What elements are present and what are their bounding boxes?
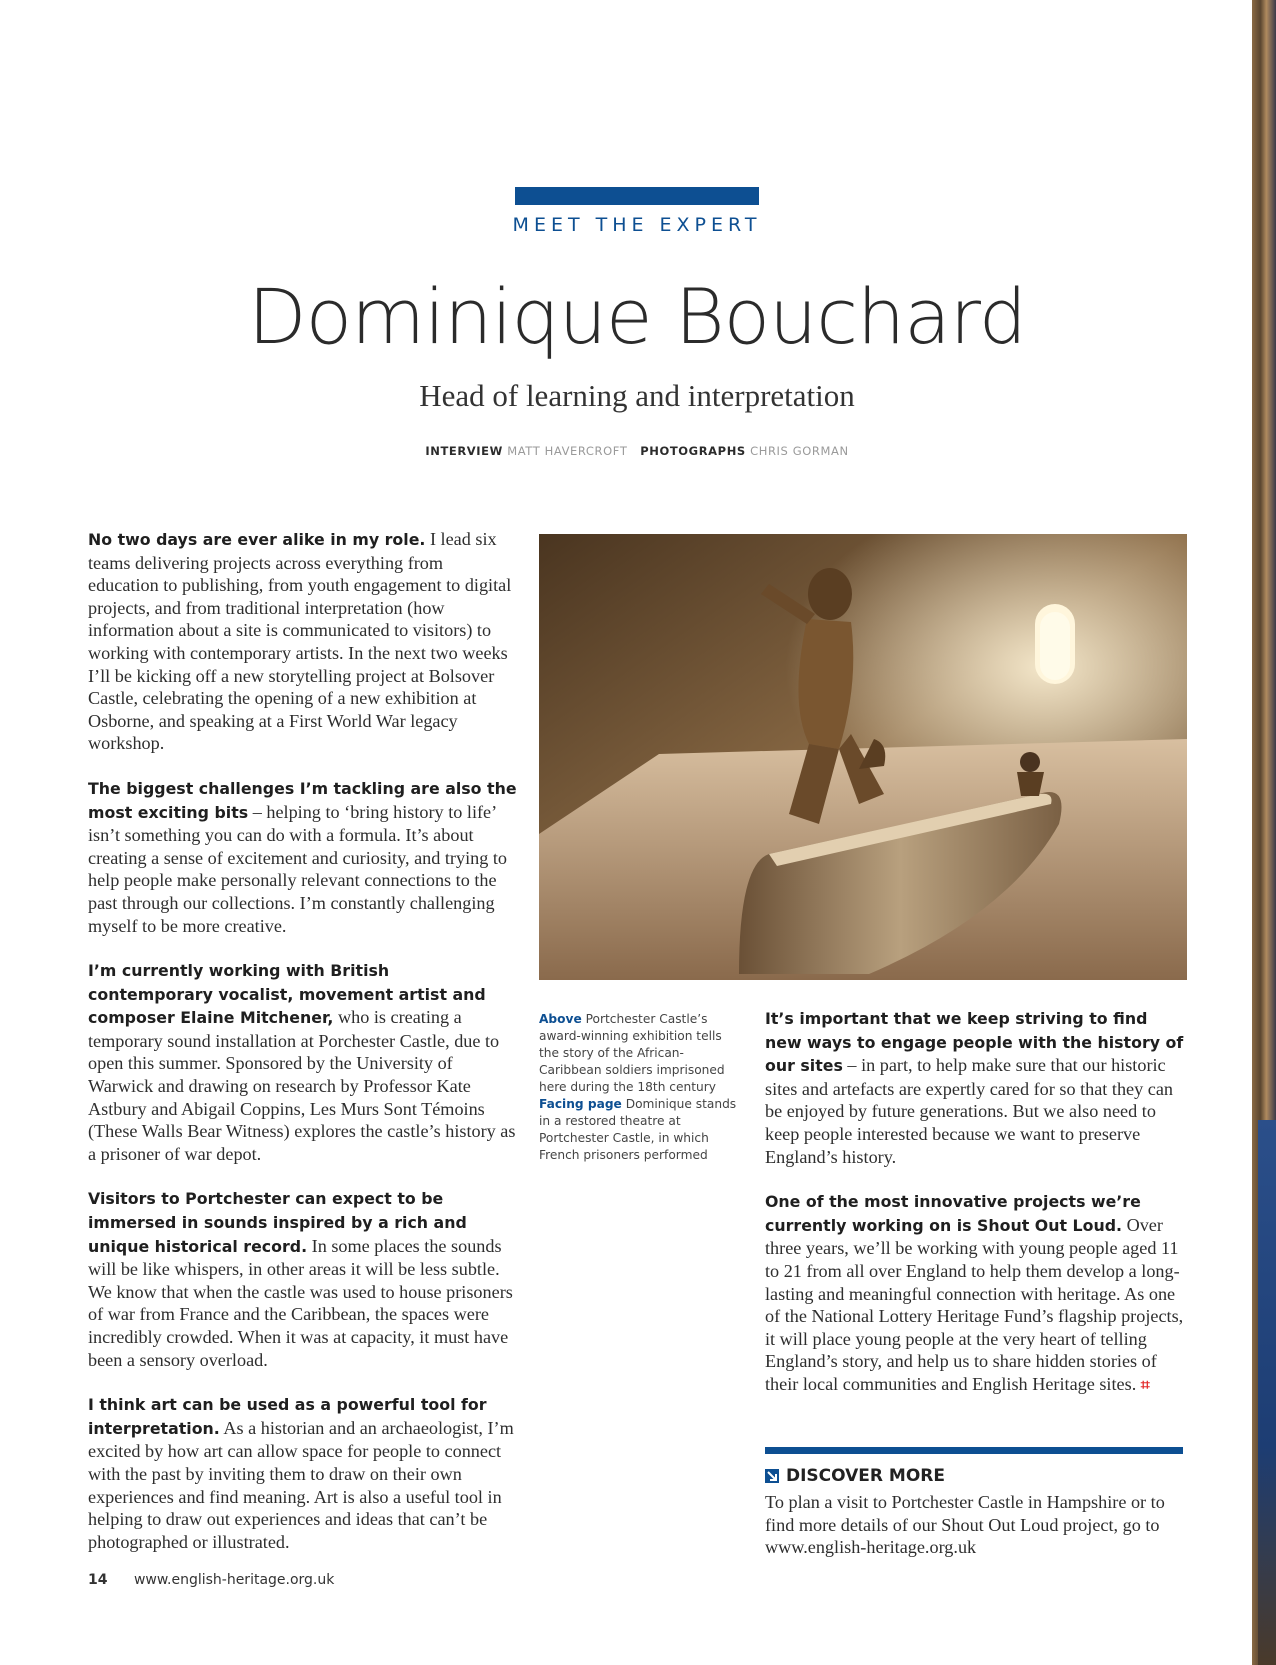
paragraph-lead: I’m currently working with British contemporary vocalist, movement artist and composer Elaine Mitchener,: [88, 961, 486, 1028]
paragraph-text: As a historian and an archaeologist, I’m excited by how art can allow space for people to connect with the past by inviting them to draw on their own experiences and find meaning. Art is also a useful tool in helping to draw out experiences and ideas that can’t be photographed or illustrated.: [88, 1417, 514, 1552]
paragraph-lead: Visitors to Portchester can expect to be immersed in sounds inspired by a rich and unique historical record.: [88, 1189, 467, 1256]
photographs-name: CHRIS GORMAN: [750, 444, 849, 458]
paragraph-text: Over three years, we’ll be working with young people aged 11 to 21 from all over England to help them develop a long-lasting and meaningful connection with heritage. As one of the National Lottery Heritage Fund’s flagship projects, it will place young people at the very heart of telling England’s story, and help us to share hidden stories of their local communities and English Heritage sites.: [765, 1214, 1184, 1394]
interview-label: INTERVIEW: [425, 444, 503, 458]
page-title: Dominique Bouchard: [248, 272, 1026, 361]
discover-heading: [765, 1466, 1183, 1486]
paragraph-text: – helping to ‘bring history to life’ isn’t something you can do with a formula. It’s about creating a sense of excitement and curiosity, and trying to help people make personally relevant connections to the past through our collections. I’m constantly challenging myself to be more creative.: [88, 801, 508, 936]
credits-line: [300, 444, 974, 458]
interview-name: MATT HAVERCROFT: [507, 444, 628, 458]
paragraph: [88, 777, 518, 937]
paragraph-text: I lead six teams delivering projects across everything from education to publishing, from youth engagement to digital projects, and from traditional interpretation (how information about a site is communicated to visitors) to working with contemporary artists. In the next two weeks I’ll be kicking off a new storytelling project at Bolsover Castle, celebrating the opening of a new exhibition at Osborne, and speaking at a First World War legacy workshop.: [88, 529, 512, 754]
page-number: 14: [88, 1572, 108, 1588]
photographs-label: PHOTOGRAPHS: [640, 444, 746, 458]
paragraph-lead: No two days are ever alike in my role.: [88, 530, 426, 549]
paragraph-text: – in part, to help make sure that our historic sites and artefacts are expertly cared for so that they can be enjoyed by future generations. But we also need to keep people interested because we want to preserve England’s history.: [765, 1055, 1174, 1167]
paragraph-lead: I think art can be used as a powerful tool for interpretation.: [88, 1395, 487, 1438]
page-subtitle: Head of learning and interpretation: [419, 378, 855, 413]
paragraph: [765, 1007, 1185, 1168]
end-mark-icon: ⌗: [1140, 1374, 1150, 1394]
caption-above-text: Portchester Castle’s award-winning exhibition tells the story of the African-Caribbean soldiers imprisoned here during the 18th century: [539, 1012, 725, 1094]
paragraph: [88, 1393, 518, 1553]
caption-facing-label: Facing page: [539, 1097, 622, 1111]
paragraph-lead: One of the most innovative projects we’re currently working on is Shout Out Loud.: [765, 1192, 1141, 1235]
page-footer: [88, 1572, 334, 1588]
left-column: [88, 528, 518, 1575]
discover-heading-text: DISCOVER MORE: [786, 1466, 946, 1486]
paragraph: [88, 959, 518, 1165]
discover-rule: [765, 1447, 1183, 1454]
exhibition-photo: [539, 534, 1187, 980]
caption-facing-text: Dominique stands in a restored theatre at Portchester Castle, in which French prisoners performed: [539, 1097, 737, 1162]
paragraph: [765, 1190, 1185, 1396]
kicker-bar: [515, 187, 759, 205]
discover-body: To plan a visit to Portchester Castle in Hampshire or to find more details of our Shout Out Loud project, go to www.english-heritage.org.uk: [765, 1492, 1165, 1558]
facing-page-photo-edge: [1252, 0, 1276, 1665]
caption-above-label: Above: [539, 1012, 582, 1026]
paragraph-lead: It’s important that we keep striving to find new ways to engage people with the history of our sites: [765, 1009, 1184, 1076]
footer-url[interactable]: www.english-heritage.org.uk: [133, 1572, 335, 1588]
paragraph-text: who is creating a temporary sound installation at Porchester Castle, due to open this summer. Sponsored by the University of Warwick and drawing on research by Professor Kate Astbury and Abigail Coppins, Les Murs Sont Témoins (These Walls Bear Witness) explores the castle’s history as a prisoner of war depot.: [88, 1007, 516, 1164]
paragraph: [88, 528, 518, 755]
paragraph-text: In some places the sounds will be like whispers, in other areas it will be less subtle. We know that when the castle was used to house prisoners of war from France and the Caribbean, the spaces were incredibly crowded. When it was at capacity, it must have been a sensory overload.: [88, 1235, 513, 1370]
paragraph: [88, 1187, 518, 1371]
paragraph-lead: The biggest challenges I’m tackling are also the most exciting bits: [88, 778, 517, 822]
section-kicker: MEET THE EXPERT: [512, 214, 762, 236]
right-column: [765, 1007, 1185, 1419]
arrow-box-icon: [765, 1469, 779, 1483]
photo-caption: [539, 1011, 739, 1164]
